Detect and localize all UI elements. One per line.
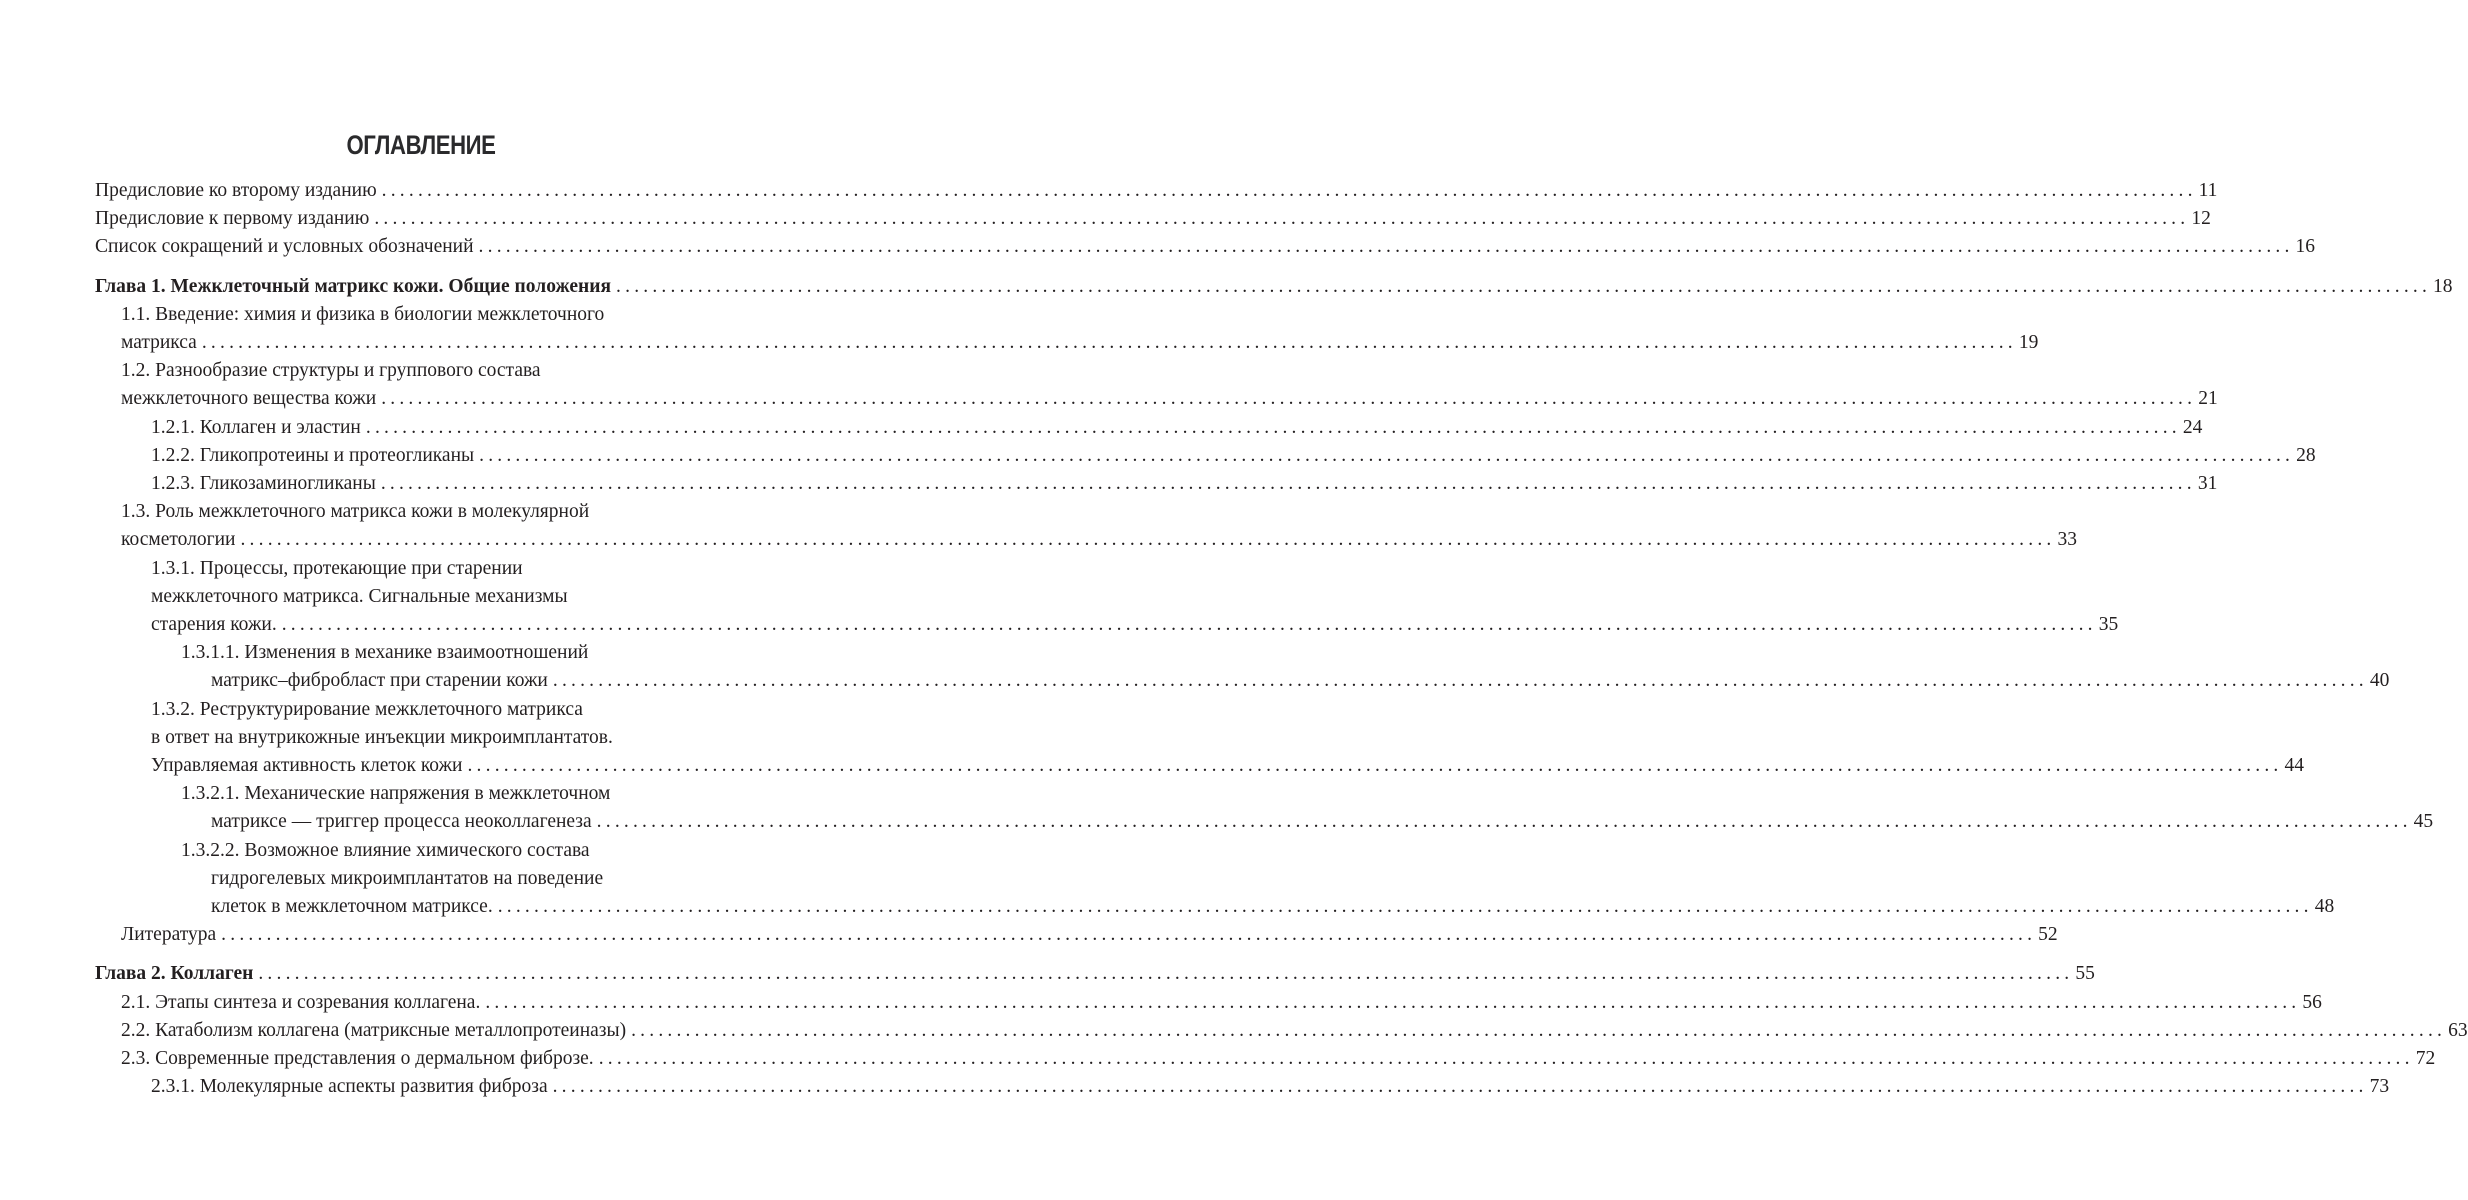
toc-entry[interactable]: [95, 301, 2039, 357]
page-number: 48: [2314, 896, 2335, 918]
toc-entry-text: 1.3.2. Реструктурирование межклеточного матрикса: [151, 698, 583, 720]
dot-leader: ........................................................................................................................................................................................................: [201, 332, 2017, 354]
page-number: 19: [2018, 332, 2039, 354]
toc-entry[interactable]: [95, 639, 2390, 695]
toc-entry-text: матрикс–фибробласт при старении кожи: [211, 670, 548, 692]
toc-entry[interactable]: [95, 780, 2434, 836]
toc-entry-text: 2.2. Катаболизм коллагена (матриксные металлопротеиназы): [121, 1019, 627, 1041]
toc-entry-text: 1.1. Введение: химия и физика в биологии межклеточного: [121, 303, 605, 325]
page-number: 55: [2075, 963, 2095, 985]
page-number: 40: [2369, 670, 2390, 692]
page-number: 21: [2198, 388, 2218, 410]
toc-entry-text: 1.2.2. Гликопротеины и протеогликаны: [151, 444, 475, 466]
toc-entry-text: матриксе — триггер процесса неоколлагенеза: [211, 811, 592, 833]
toc-entry-text: 1.3. Роль межклеточного матрикса кожи в молекулярной: [121, 501, 590, 523]
dot-leader: ........................................................................................................................................................................................................: [616, 275, 2432, 297]
toc-entry[interactable]: [95, 989, 2322, 1017]
toc-entry-text: старения кожи.: [151, 614, 277, 636]
page-number: 45: [2413, 811, 2434, 833]
page-number: 28: [2296, 444, 2316, 466]
page-number: 16: [2295, 236, 2316, 258]
section-gap: [95, 262, 763, 273]
page-number: 72: [2415, 1048, 2436, 1070]
toc-entry-text: Глава 1. Межклеточный матрикс кожи. Общие положения: [95, 275, 612, 297]
toc-entry-text: межклеточного матрикса. Сигнальные механизмы: [151, 585, 568, 607]
toc-entry-text: косметологии: [121, 529, 236, 551]
toc-entry-text: 2.3.1. Молекулярные аспекты развития фиброза: [151, 1076, 548, 1098]
dot-leader: ........................................................................................................................................................................................................: [552, 1076, 2368, 1098]
toc-entry[interactable]: [95, 205, 2211, 233]
dot-leader: ........................................................................................................................................................................................................: [467, 755, 2283, 777]
page-number: 12: [2191, 208, 2211, 230]
dot-leader: ........................................................................................................................................................................................................: [479, 444, 2295, 466]
page-number: 11: [2198, 180, 2218, 201]
toc-entry-text: 1.3.1. Процессы, протекающие при старении: [151, 557, 523, 579]
section-gap: [95, 949, 763, 960]
toc-entry-text: 1.3.2.1. Механические напряжения в межклеточном: [181, 783, 611, 805]
dot-leader: ........................................................................................................................................................................................................: [365, 416, 2181, 438]
page-number: 63: [2448, 1019, 2468, 1041]
table-of-contents: [95, 177, 2468, 1102]
toc-entry-text: гидрогелевых микроимплантатов на поведение: [211, 867, 604, 889]
dot-leader: ........................................................................................................................................................................................................: [552, 670, 2368, 692]
dot-leader: ........................................................................................................................................................................................................: [631, 1019, 2447, 1041]
toc-entry[interactable]: [95, 960, 2095, 988]
page-number: 31: [2197, 473, 2218, 495]
page-number: 33: [2057, 529, 2077, 551]
dot-leader: ........................................................................................................................................................................................................: [596, 811, 2412, 833]
toc-entry[interactable]: [95, 177, 2218, 205]
page-number: 44: [2284, 755, 2304, 777]
toc-entry[interactable]: [95, 696, 2304, 781]
toc-entry[interactable]: [95, 470, 2218, 498]
page-number: 73: [2369, 1076, 2390, 1098]
page-title: ОГЛАВЛЕНИЕ: [346, 130, 496, 160]
toc-entry[interactable]: [95, 233, 2316, 261]
dot-leader: ........................................................................................................................................................................................................: [221, 924, 2037, 946]
toc-entry[interactable]: [95, 1017, 2468, 1045]
toc-entry-text: клеток в межклеточном матриксе.: [211, 896, 493, 918]
toc-entry-text: 1.2.3. Гликозаминогликаны: [151, 473, 376, 495]
dot-leader: ........................................................................................................................................................................................................: [240, 529, 2056, 551]
toc-entry[interactable]: [95, 442, 2316, 470]
dot-leader: ........................................................................................................................................................................................................: [478, 236, 2294, 258]
toc-entry-text: 2.3. Современные представления о дермальном фиброзе.: [121, 1048, 594, 1070]
toc-entry-text: матрикса: [121, 332, 197, 354]
dot-leader: ........................................................................................................................................................................................................: [281, 614, 2097, 636]
page-number: 35: [2098, 614, 2119, 636]
toc-entry[interactable]: [95, 414, 2203, 442]
toc-entry-text: Глава 2. Коллаген: [95, 963, 254, 985]
toc-entry-text: Список сокращений и условных обозначений: [95, 236, 474, 258]
toc-entry-text: 1.2. Разнообразие структуры и группового состава: [121, 360, 541, 382]
toc-entry[interactable]: [95, 357, 2218, 413]
dot-leader: ........................................................................................................................................................................................................: [380, 473, 2196, 495]
toc-entry-text: Литература: [121, 924, 217, 946]
toc-entry[interactable]: [95, 555, 2119, 640]
toc-entry[interactable]: [95, 273, 2453, 301]
dot-leader: ........................................................................................................................................................................................................: [374, 208, 2190, 230]
toc-entry-text: межклеточного вещества кожи: [121, 388, 377, 410]
toc-entry[interactable]: [95, 837, 2335, 922]
toc-entry-text: 2.1. Этапы синтеза и созревания коллагена.: [121, 991, 481, 1013]
toc-entry-text: в ответ на внутрикожные инъекции микроимплантатов.: [151, 726, 613, 748]
dot-leader: ........................................................................................................................................................................................................: [381, 388, 2197, 410]
toc-entry-text: Предисловие к первому изданию: [95, 208, 370, 230]
toc-entry-text: 1.3.2.2. Возможное влияние химического состава: [181, 839, 590, 861]
page-number: 18: [2433, 275, 2453, 297]
toc-entry[interactable]: [95, 921, 2058, 949]
dot-leader: ........................................................................................................................................................................................................: [598, 1048, 2414, 1070]
toc-entry[interactable]: [95, 1073, 2390, 1101]
dot-leader: ........................................................................................................................................................................................................: [381, 180, 2197, 201]
toc-entry[interactable]: [95, 498, 2077, 554]
page-number: 56: [2302, 991, 2322, 1013]
dot-leader: ........................................................................................................................................................................................................: [485, 991, 2301, 1013]
toc-entry[interactable]: [95, 1045, 2436, 1073]
dot-leader: ........................................................................................................................................................................................................: [258, 963, 2074, 985]
page-number: 52: [2038, 924, 2058, 946]
toc-entry-text: Управляемая активность клеток кожи: [151, 755, 463, 777]
toc-entry-text: 1.2.1. Коллаген и эластин: [151, 416, 361, 438]
dot-leader: ........................................................................................................................................................................................................: [497, 896, 2313, 918]
page-number: 24: [2182, 416, 2203, 438]
toc-entry-text: Предисловие ко второму изданию: [95, 180, 377, 201]
toc-entry-text: 1.3.1.1. Изменения в механике взаимоотношений: [181, 642, 589, 664]
